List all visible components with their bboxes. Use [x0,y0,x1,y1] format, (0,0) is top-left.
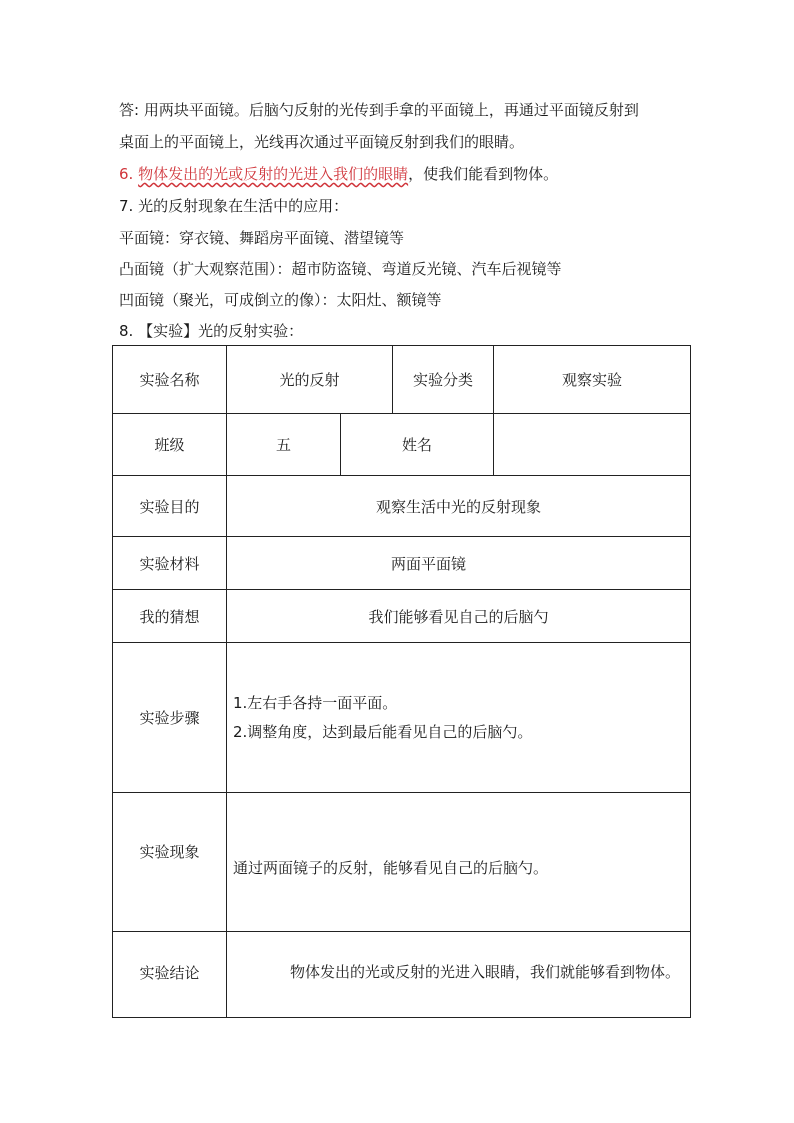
class-value: 五 [227,414,341,476]
name-value: 光的反射 [227,346,393,414]
student-name-value [494,414,691,476]
answer-line-2: 桌面上的平面镜上，光线再次通过平面镜反射到我们的眼睛。 [119,133,525,151]
answer-line-1: 答: 用两块平面镜。后脑勺反射的光传到手拿的平面镜上，再通过平面镜反射到 [119,101,639,119]
table-row [113,414,691,476]
guess-label: 我的猜想 [113,590,227,643]
table-row [113,643,691,793]
plane-mirror-line: 平面镜：穿衣镜、舞蹈房平面镜、潜望镜等 [119,229,405,247]
materials-label: 实验材料 [113,537,227,590]
convex-mirror-line: 凸面镜（扩大观察范围）：超市防盗镜、弯道反光镜、汽车后视镜等 [119,260,562,278]
phenomenon-value: 通过两面镜子的反射，能够看见自己的后脑勺。 [227,793,691,932]
table-row [113,793,691,932]
steps-label: 实验步骤 [113,643,227,793]
item-7: 7. 光的反射现象在生活中的应用： [119,197,349,215]
conclusion-value: 物体发出的光或反射的光进入眼睛，我们就能够看到物体。 [227,932,691,1018]
table-row [113,537,691,590]
purpose-label: 实验目的 [113,476,227,537]
category-label: 实验分类 [393,346,494,414]
name-label: 实验名称 [113,346,227,414]
item-6-highlight: 物体发出的光或反射的光进入我们的眼睛 [138,165,409,183]
step-2: 2.调整角度，达到最后能看见自己的后脑勺。 [233,722,533,741]
table-row [113,590,691,643]
materials-value: 两面平面镜 [227,537,691,590]
concave-mirror-line: 凹面镜（聚光，可成倒立的像）：太阳灶、额镜等 [119,291,442,309]
purpose-value: 观察生活中光的反射现象 [227,476,691,537]
conclusion-label: 实验结论 [113,932,227,1018]
phenomenon-label: 实验现象 [113,793,227,932]
student-name-label: 姓名 [341,414,494,476]
step-1: 1.左右手各持一面平面。 [233,693,398,712]
item-6-rest: ，使我们能看到物体。 [408,165,559,183]
guess-value: 我们能够看见自己的后脑勺 [227,590,691,643]
item-6-number: 6. [119,165,139,183]
item-6 [119,164,558,184]
class-label: 班级 [113,414,227,476]
table-row [113,346,691,414]
category-value: 观察实验 [494,346,691,414]
experiment-table [112,345,691,1018]
steps-cell [227,643,691,793]
table-row [113,932,691,1018]
table-row [113,476,691,537]
item-8: 8. 【实验】光的反射实验： [119,322,304,340]
